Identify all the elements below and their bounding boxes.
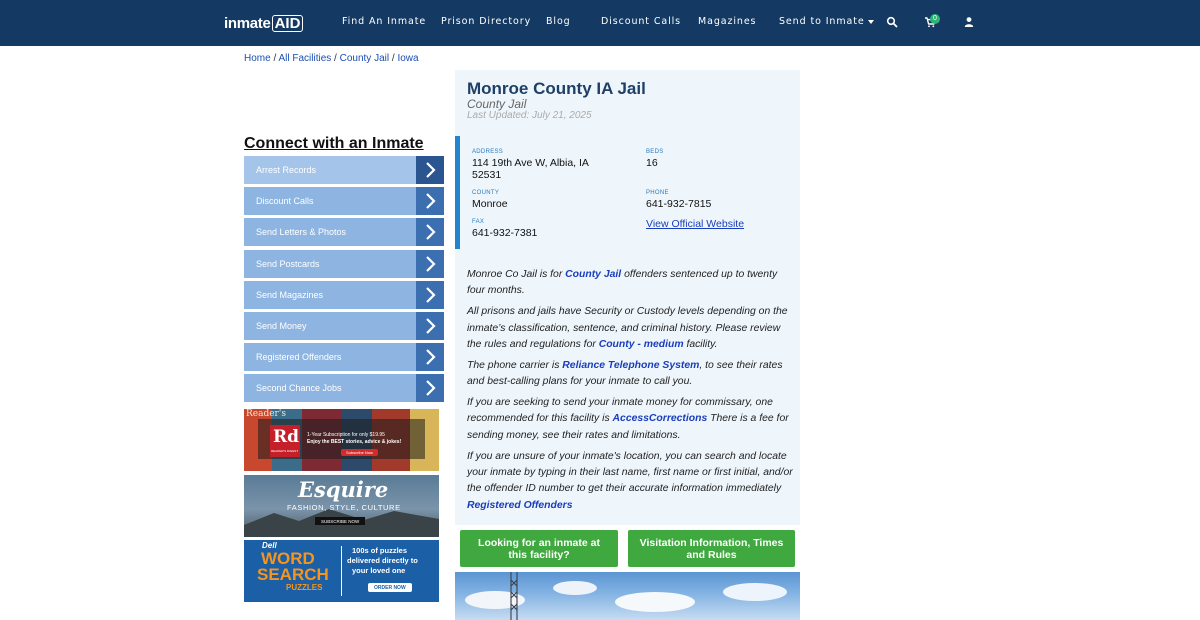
text-span: If you are unsure of your inmate's location, you can search and locate your inmate by typing in their last name, first name or first initial, and/or the offender ID number to get their accurate information immediately	[467, 450, 793, 495]
address-label: ADDRESS	[472, 149, 504, 155]
ad-ws-cta: ORDER NOW	[368, 583, 412, 592]
sidebar-item-label: Second Chance Jobs	[256, 383, 342, 394]
ad-ws-title1: WORD	[261, 549, 315, 568]
facility-title: Monroe County IA Jail	[467, 79, 646, 98]
chevron-right-icon	[416, 312, 444, 340]
text-span: All prisons and jails have Security or Custody levels depending on the inmate’s classification, sentence, and criminal history. Please review the rules and regulations for	[467, 306, 788, 350]
facility-type: County Jail	[467, 97, 527, 111]
sidebar-item-label: Send Magazines	[256, 289, 324, 300]
facility-photo	[455, 572, 800, 620]
cart-count-badge: 0	[930, 14, 940, 24]
ad-ws-title3: PUZZLES	[286, 583, 323, 592]
phone-label: PHONE	[646, 190, 669, 196]
ad-readers-digest[interactable]	[244, 409, 439, 471]
last-updated: Last Updated: July 21, 2025	[467, 110, 592, 121]
ad-rd-cta: Subscribe Now	[341, 449, 378, 456]
chevron-right-icon	[416, 281, 444, 309]
ad-ws-line1: 100s of puzzles	[352, 546, 408, 555]
text-span: offenders sentenced up to twenty four months.	[467, 269, 778, 297]
nav-magazines[interactable]: Magazines	[698, 16, 757, 27]
text-span: The phone carrier is	[467, 359, 563, 371]
ad-rd-masthead: Reader's	[246, 409, 286, 419]
chevron-right-icon	[416, 218, 444, 246]
text-span: If you are seeking to send your inmate money for commissary, one recommended for this facility is	[467, 397, 773, 425]
sidebar-item-label: Send Money	[256, 320, 307, 331]
sidebar-item-send-letters-photos[interactable]	[244, 218, 444, 246]
nav-send-to-inmate-label: Send to Inmate	[779, 16, 865, 27]
beds-value: 16	[646, 157, 658, 169]
text-span: facility.	[683, 338, 718, 350]
fax-value: 641-932-7381	[472, 227, 538, 239]
sidebar-menu	[244, 156, 444, 406]
logo-text-aid: AID	[272, 15, 304, 32]
nav-discount-calls[interactable]: Discount Calls	[601, 16, 682, 27]
chevron-right-icon	[416, 187, 444, 215]
ad-rd-tagline: Enjoy the BEST stories, advice & jokes!	[307, 439, 402, 445]
ad-word-search[interactable]	[244, 540, 439, 602]
sidebar-item-send-postcards[interactable]	[244, 250, 444, 278]
ad-rd-offer: 1-Year Subscription for only $19.95	[307, 432, 385, 438]
chevron-right-icon	[416, 343, 444, 371]
ad-rd-logo-sub: READER'S DIGEST	[271, 449, 299, 453]
paragraph-phone-carrier	[467, 358, 794, 391]
website-link-wrap	[646, 218, 744, 230]
county-label: COUNTY	[472, 190, 500, 196]
sidebar-title: Connect with an Inmate	[244, 135, 424, 152]
paragraph-sentence	[467, 267, 794, 300]
text-span: There is a fee for sending money, see their rates and limitations.	[467, 413, 789, 441]
ad-esquire-cta: SUBSCRIBE NOW	[315, 517, 365, 525]
sidebar-item-label: Registered Offenders	[256, 352, 342, 363]
county-jail-link[interactable]: County Jail	[565, 269, 622, 280]
text-span: , to see their rates and best-calling plans for your inmate to call you.	[467, 359, 783, 388]
logo-text-inmate: inmate	[224, 14, 271, 32]
nav-blog[interactable]: Blog	[546, 16, 571, 27]
facility-info-box	[455, 136, 800, 249]
sidebar-item-second-chance-jobs[interactable]	[244, 374, 444, 402]
phone-value: 641-932-7815	[646, 198, 712, 210]
nav-prison-directory[interactable]: Prison Directory	[441, 16, 532, 27]
address-value: 114 19th Ave W, Albia, IA 52531	[472, 157, 589, 181]
ad-esquire-tagline: FASHION, STYLE, CULTURE	[287, 503, 401, 512]
sidebar-item-arrest-records[interactable]	[244, 156, 444, 184]
facility-description	[467, 267, 794, 519]
breadcrumb-county-jail[interactable]: County Jail	[339, 53, 390, 64]
ad-esquire[interactable]	[244, 475, 439, 537]
sidebar-item-label: Arrest Records	[256, 165, 317, 175]
sidebar-item-label: Send Letters & Photos	[256, 227, 347, 238]
sidebar-item-label: Send Postcards	[256, 258, 320, 269]
top-navbar	[0, 0, 1200, 46]
search-icon[interactable]	[886, 16, 898, 28]
security-level-link[interactable]: County - medium	[598, 338, 684, 350]
ad-rd-logo: Rd	[273, 427, 300, 447]
sidebar-item-discount-calls[interactable]	[244, 187, 444, 215]
sidebar-item-send-money[interactable]	[244, 312, 444, 340]
nav-send-to-inmate[interactable]	[779, 16, 874, 27]
site-logo[interactable]	[224, 14, 303, 32]
breadcrumb-all-facilities[interactable]: All Facilities	[278, 53, 332, 64]
ad-ws-divider	[341, 546, 342, 596]
ad-ws-title2: SEARCH	[257, 565, 329, 584]
ad-ws-brand: Dell	[262, 541, 277, 550]
county-value: Monroe	[472, 198, 508, 210]
ad-ws-line3: your loved one	[352, 566, 406, 575]
user-icon[interactable]	[963, 16, 975, 28]
chevron-right-icon	[416, 156, 444, 184]
breadcrumb: Home / All Facilities / County Jail / Iowa	[244, 53, 419, 64]
nav-find-inmate[interactable]: Find An Inmate	[342, 16, 427, 27]
sidebar-item-label: Discount Calls	[256, 196, 314, 207]
paragraph-security	[467, 304, 794, 353]
caret-down-icon	[868, 20, 874, 24]
phone-carrier-link[interactable]: Reliance Telephone System	[562, 359, 700, 371]
registered-offenders-link[interactable]: Registered Offenders	[467, 499, 573, 511]
paragraph-locate	[467, 449, 794, 514]
paragraph-money	[467, 395, 794, 444]
breadcrumb-iowa[interactable]: Iowa	[397, 53, 419, 64]
beds-label: BEDS	[646, 149, 664, 155]
look-for-inmate-button[interactable]: Looking for an inmate at this facility?	[460, 530, 618, 567]
ad-ws-line2: delivered directly to	[347, 556, 418, 565]
ad-esquire-logo: Esquire	[298, 477, 389, 502]
breadcrumb-home[interactable]: Home	[244, 53, 271, 64]
chevron-right-icon	[416, 374, 444, 402]
sidebar-item-send-magazines[interactable]	[244, 281, 444, 309]
sidebar-item-registered-offenders[interactable]	[244, 343, 444, 371]
chevron-right-icon	[416, 250, 444, 278]
visitation-info-button[interactable]: Visitation Information, Times and Rules	[628, 530, 795, 567]
access-corrections-link[interactable]: AccessCorrections	[612, 413, 708, 425]
fax-label: FAX	[472, 219, 485, 225]
text-span: Monroe Co Jail is for	[467, 269, 566, 280]
official-website-link[interactable]: View Official Website	[646, 218, 745, 230]
